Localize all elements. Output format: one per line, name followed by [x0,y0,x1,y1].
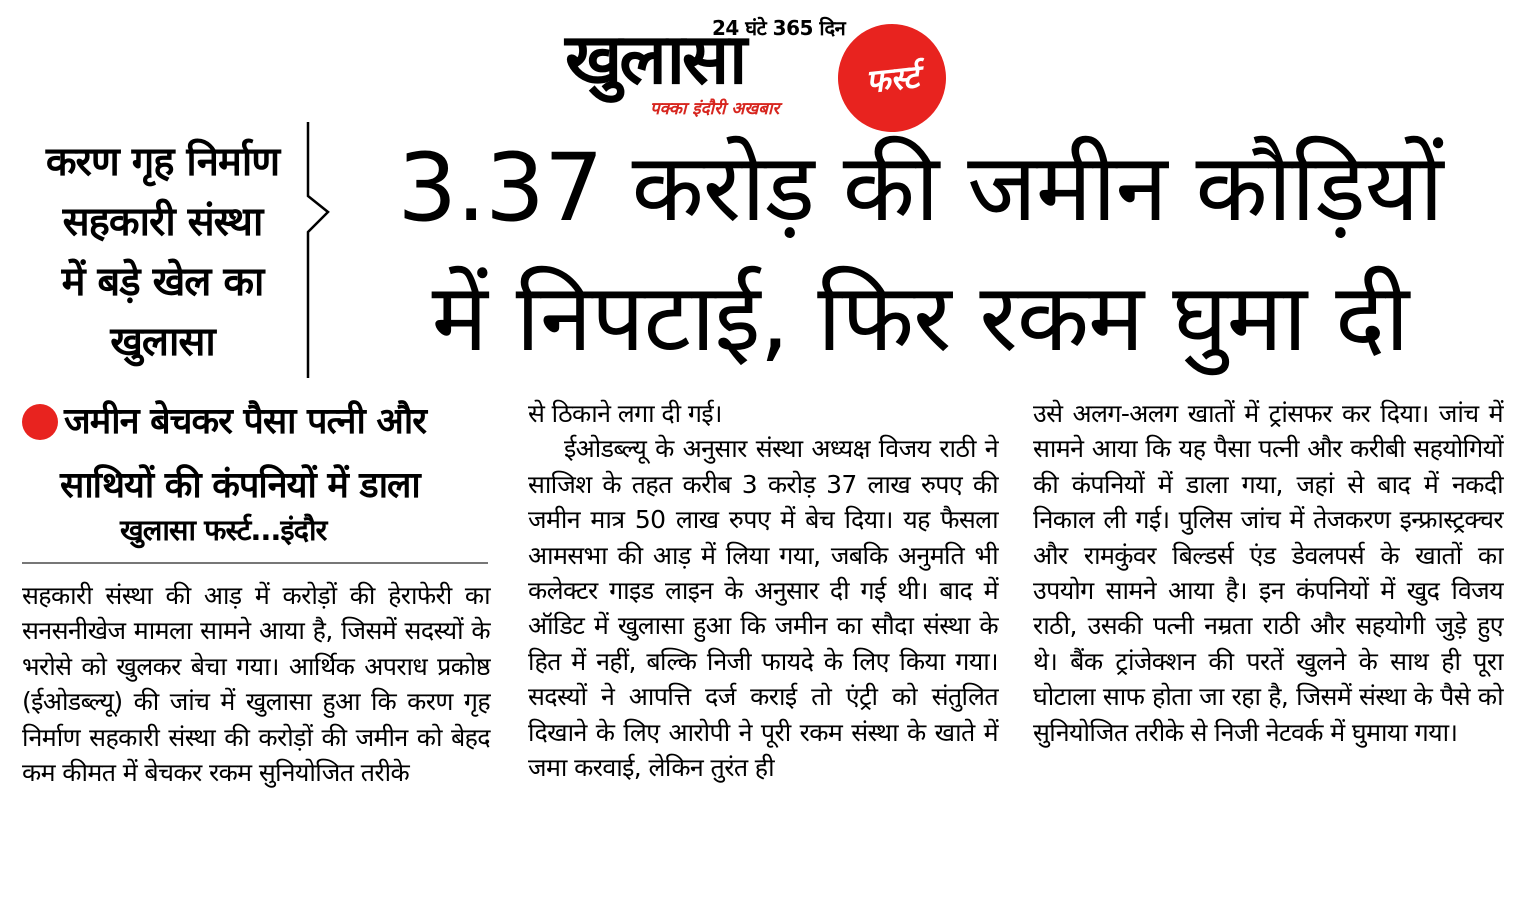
paragraph: उसे अलग-अलग खातों में ट्रांसफर कर दिया। जांच में सामने आया कि यह पैसा पत्नी और करीबी सहयोगियों की कंपनियों में डाला गया, जहां से बाद में नकदी निकाल ली गई। पुलिस जांच में तेजकरण इन्फ्रास्ट्रक्चर और रामकुंवर बिल्डर्स एंड डेवलपर्स के खातों का उपयोग सामने आया है। इन कंपनियों में खुद विजय राठी, उसकी पत्नी नम्रता राठी और सहयोगी जुड़े हुए थे। बैंक ट्रांजेक्शन की परतें खुलने के साथ ही पूरा घोटाला साफ होता जा रहा है, जिसमें संस्था के पैसे को सुनियोजित तरीके से निजी नेटवर्क में घुमाया गया। [1033,399,1503,747]
article-column-1 [22,578,490,790]
masthead-subtagline: पक्का इंदौरी अखबार [650,99,780,119]
kicker [20,132,305,372]
masthead-logo: खुलासा [565,18,745,100]
kicker-line: खुलासा [110,319,215,365]
divider [22,562,488,564]
paragraph: ईओडब्ल्यू के अनुसार संस्था अध्यक्ष विजय राठी ने साजिश के तहत करीब 3 करोड़ 37 लाख रुपए की जमीन मात्र 50 लाख रुपए में बेच दिया। यह फैसला आमसभा की आड़ में लिया गया, जबकि अनुमति भी कलेक्टर गाइड लाइन के अनुसार दी गई थी। बाद में ऑडिट में खुलासा हुआ कि जमीन का सौदा संस्था के हित में नहीं, बल्कि निजी फायदे के लिए किया गया। सदस्यों ने आपत्ति दर्ज कराई तो एंट्री को संतुलित दिखाने के लिए आरोपी ने पूरी रकम संस्था के खाते में जमा करवाई, लेकिन तुरंत ही [528,434,998,783]
bullet-dot [22,404,58,440]
paragraph: सहकारी संस्था की आड़ में करोड़ों की हेराफेरी का सनसनीखेज मामला सामने आया है, जिसमें सदस्यों के भरोसे को खुलकर बेचा गया। आर्थिक अपराध प्रकोष्ठ (ईओडब्ल्यू) की जांच में खुलासा हुआ कि करण गृह निर्माण सहकारी संस्था की करोड़ों की जमीन को बेहद कम कीमत में बेचकर रकम सुनियोजित तरीके [22,581,490,788]
headline-line: 3.37 करोड़ की जमीन कौड़ियों [397,134,1443,243]
kicker-line: में बड़े खेल का [61,259,264,305]
highlight-line: साथियों की कंपनियों में डाला [60,465,420,506]
first-badge-label: फर्स्ट [863,56,921,101]
kicker-line: करण गृह निर्माण [45,139,280,185]
highlight-line: जमीन बेचकर पैसा पत्नी और [64,401,426,442]
paragraph: से ठिकाने लगा दी गई। [528,399,722,428]
article-column-2 [528,396,998,785]
dateline: खुलासा फर्स्ट...इंदौर [120,513,327,547]
kicker-line: सहकारी संस्था [62,199,263,245]
masthead-tagline: 24 घंटे 365 दिन [712,16,846,40]
article-column-3 [1033,396,1503,750]
headline [340,124,1500,384]
headline-line: में निपटाई, फिर रकम घुमा दी [431,264,1409,373]
first-badge [833,19,952,138]
